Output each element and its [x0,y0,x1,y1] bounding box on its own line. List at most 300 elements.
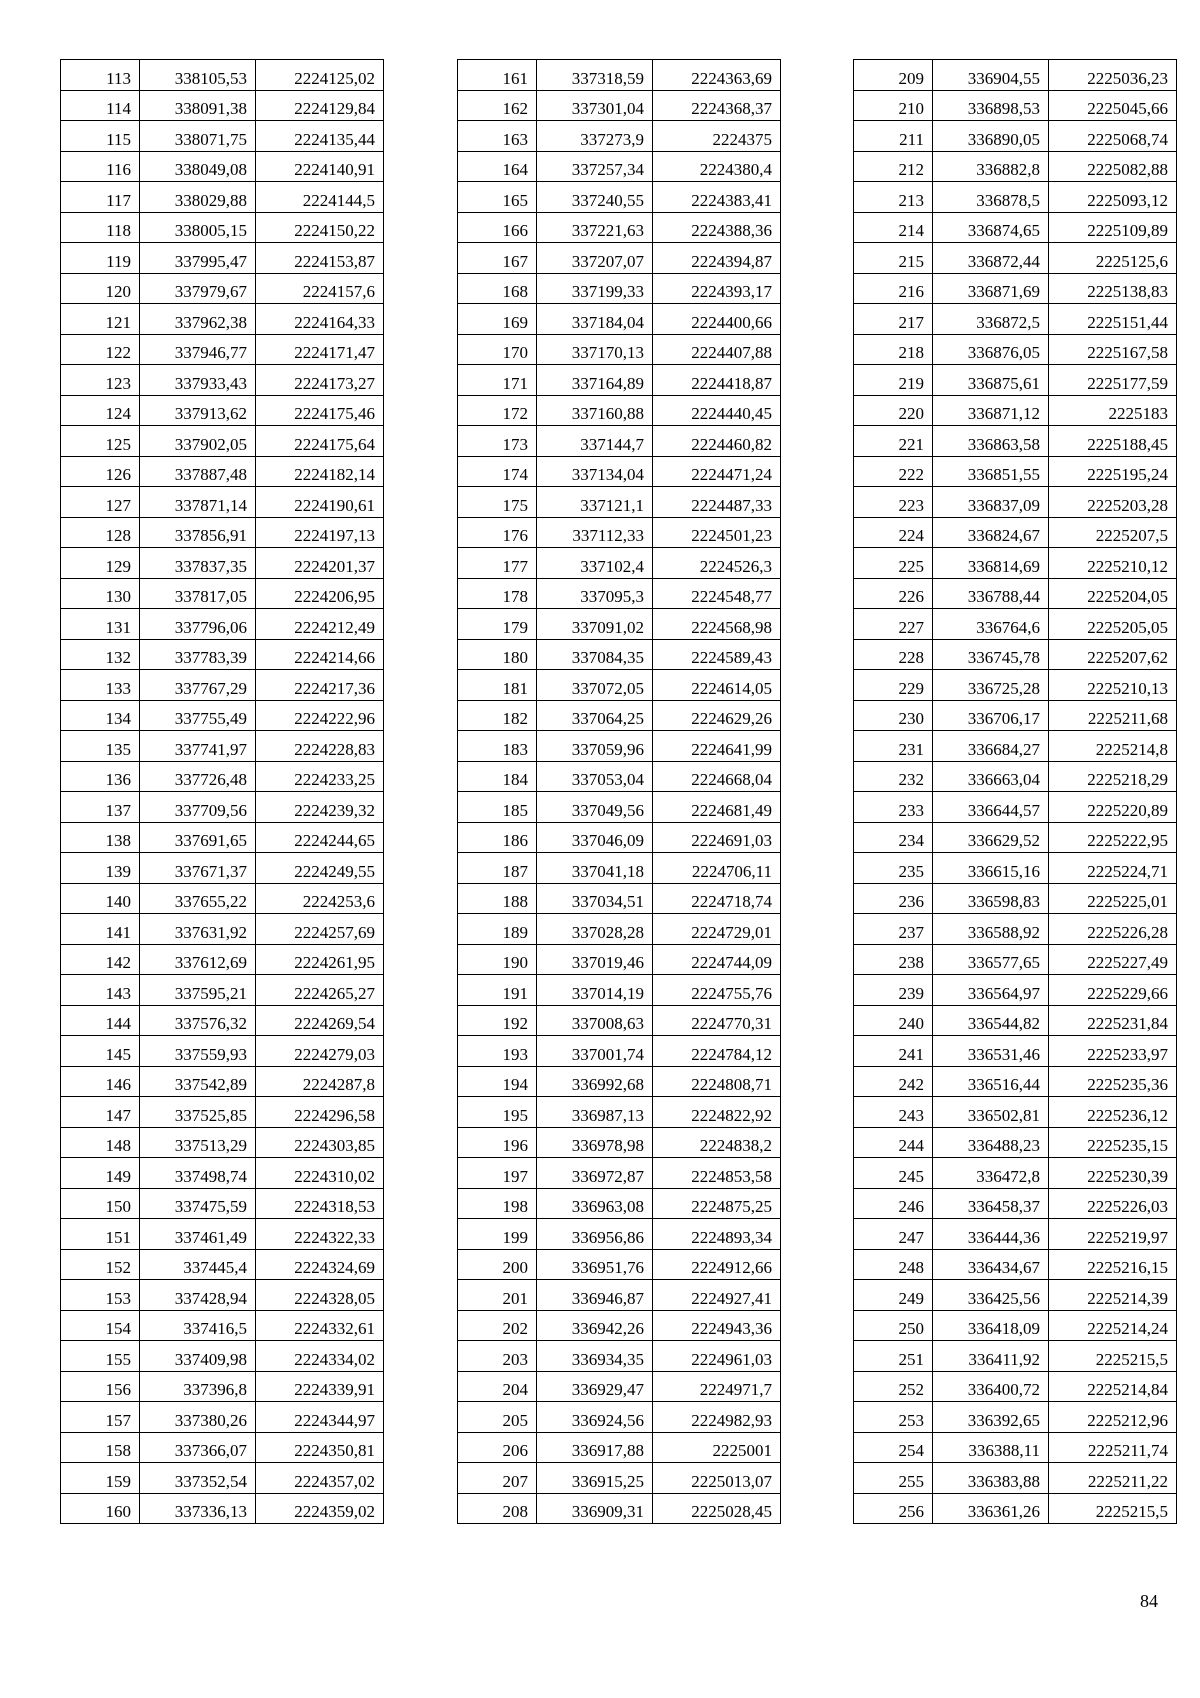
x-coordinate-cell: 337121,1 [537,487,653,518]
x-coordinate-cell: 337059,96 [537,731,653,762]
y-coordinate-cell: 2224129,84 [256,90,384,121]
table-row [854,639,1177,670]
y-coordinate-cell: 2224400,66 [653,304,781,335]
x-coordinate-cell: 336725,28 [933,670,1049,701]
point-number-cell: 172 [458,395,537,426]
table-row [854,121,1177,152]
y-coordinate-cell: 2225233,97 [1049,1036,1177,1067]
point-number-cell: 158 [61,1432,140,1463]
x-coordinate-cell: 337817,05 [140,578,256,609]
y-coordinate-cell: 2225001 [653,1432,781,1463]
table-row [458,487,781,518]
point-number-cell: 147 [61,1097,140,1128]
y-coordinate-cell: 2225093,12 [1049,182,1177,213]
x-coordinate-cell: 336942,26 [537,1310,653,1341]
x-coordinate-cell: 337837,35 [140,548,256,579]
table-row [458,365,781,396]
table-row [854,273,1177,304]
point-number-cell: 225 [854,548,933,579]
y-coordinate-cell: 2224501,23 [653,517,781,548]
table-row [854,365,1177,396]
point-number-cell: 113 [61,60,140,91]
table-row [458,1158,781,1189]
y-coordinate-cell: 2224350,81 [256,1432,384,1463]
table-row [61,1463,384,1494]
y-coordinate-cell: 2224548,77 [653,578,781,609]
x-coordinate-cell: 336837,09 [933,487,1049,518]
table-row [61,1066,384,1097]
x-coordinate-cell: 336946,87 [537,1280,653,1311]
coordinate-table-3 [853,59,1177,1524]
table-row [854,700,1177,731]
table-row [854,212,1177,243]
point-number-cell: 194 [458,1066,537,1097]
x-coordinate-cell: 337461,49 [140,1219,256,1250]
table-row [458,853,781,884]
table-row [458,1188,781,1219]
point-number-cell: 120 [61,273,140,304]
point-number-cell: 170 [458,334,537,365]
point-number-cell: 132 [61,639,140,670]
y-coordinate-cell: 2224460,82 [653,426,781,457]
table-row [854,487,1177,518]
table-row [458,243,781,274]
y-coordinate-cell: 2224407,88 [653,334,781,365]
y-coordinate-cell: 2225227,49 [1049,944,1177,975]
point-number-cell: 230 [854,700,933,731]
point-number-cell: 224 [854,517,933,548]
x-coordinate-cell: 337257,34 [537,151,653,182]
point-number-cell: 130 [61,578,140,609]
point-number-cell: 239 [854,975,933,1006]
table-row [61,1005,384,1036]
x-coordinate-cell: 336425,56 [933,1280,1049,1311]
x-coordinate-cell: 337008,63 [537,1005,653,1036]
y-coordinate-cell: 2224784,12 [653,1036,781,1067]
table-row [458,1310,781,1341]
table-row [854,334,1177,365]
point-number-cell: 187 [458,853,537,884]
x-coordinate-cell: 337028,28 [537,914,653,945]
table-row [61,761,384,792]
table-row [458,792,781,823]
point-number-cell: 231 [854,731,933,762]
point-number-cell: 177 [458,548,537,579]
point-number-cell: 168 [458,273,537,304]
table-row [458,609,781,640]
table-row [458,1341,781,1372]
point-number-cell: 226 [854,578,933,609]
point-number-cell: 206 [458,1432,537,1463]
table-row [61,1493,384,1524]
y-coordinate-cell: 2224239,32 [256,792,384,823]
x-coordinate-cell: 337160,88 [537,395,653,426]
x-coordinate-cell: 337072,05 [537,670,653,701]
point-number-cell: 234 [854,822,933,853]
table-row [61,426,384,457]
point-number-cell: 207 [458,1463,537,1494]
table-row [458,761,781,792]
table-row [458,334,781,365]
y-coordinate-cell: 2224201,37 [256,548,384,579]
point-number-cell: 242 [854,1066,933,1097]
table-row [61,1219,384,1250]
y-coordinate-cell: 2224233,25 [256,761,384,792]
y-coordinate-cell: 2225082,88 [1049,151,1177,182]
point-number-cell: 131 [61,609,140,640]
y-coordinate-cell: 2225215,5 [1049,1493,1177,1524]
point-number-cell: 186 [458,822,537,853]
point-number-cell: 192 [458,1005,537,1036]
x-coordinate-cell: 337221,63 [537,212,653,243]
y-coordinate-cell: 2224641,99 [653,731,781,762]
point-number-cell: 146 [61,1066,140,1097]
x-coordinate-cell: 336788,44 [933,578,1049,609]
y-coordinate-cell: 2225211,22 [1049,1463,1177,1494]
table-row [458,426,781,457]
point-number-cell: 142 [61,944,140,975]
table-row [458,1280,781,1311]
table-row [854,182,1177,213]
x-coordinate-cell: 337612,69 [140,944,256,975]
x-coordinate-cell: 336706,17 [933,700,1049,731]
y-coordinate-cell: 2224982,93 [653,1402,781,1433]
table-row [458,456,781,487]
x-coordinate-cell: 336824,67 [933,517,1049,548]
table-row [458,1219,781,1250]
y-coordinate-cell: 2225211,68 [1049,700,1177,731]
x-coordinate-cell: 336987,13 [537,1097,653,1128]
x-coordinate-cell: 338005,15 [140,212,256,243]
point-number-cell: 243 [854,1097,933,1128]
table-row [854,975,1177,1006]
table-row [458,944,781,975]
x-coordinate-cell: 336972,87 [537,1158,653,1189]
x-coordinate-cell: 336458,37 [933,1188,1049,1219]
x-coordinate-cell: 337631,92 [140,914,256,945]
table-row [854,456,1177,487]
x-coordinate-cell: 336615,16 [933,853,1049,884]
table-row [61,670,384,701]
point-number-cell: 122 [61,334,140,365]
y-coordinate-cell: 2224729,01 [653,914,781,945]
y-coordinate-cell: 2225109,89 [1049,212,1177,243]
table-row [458,822,781,853]
point-number-cell: 191 [458,975,537,1006]
x-coordinate-cell: 337796,06 [140,609,256,640]
x-coordinate-cell: 337199,33 [537,273,653,304]
table-row [61,1097,384,1128]
x-coordinate-cell: 337170,13 [537,334,653,365]
table-row [458,121,781,152]
point-number-cell: 173 [458,426,537,457]
table-row [854,1127,1177,1158]
y-coordinate-cell: 2224808,71 [653,1066,781,1097]
point-number-cell: 178 [458,578,537,609]
x-coordinate-cell: 336472,8 [933,1158,1049,1189]
table-row [854,883,1177,914]
y-coordinate-cell: 2225214,39 [1049,1280,1177,1311]
y-coordinate-cell: 2224629,26 [653,700,781,731]
y-coordinate-cell: 2225211,74 [1049,1432,1177,1463]
x-coordinate-cell: 336872,5 [933,304,1049,335]
table-row [458,1371,781,1402]
y-coordinate-cell: 2224838,2 [653,1127,781,1158]
table-row [854,243,1177,274]
x-coordinate-cell: 336383,88 [933,1463,1049,1494]
point-number-cell: 208 [458,1493,537,1524]
y-coordinate-cell: 2224173,27 [256,365,384,396]
point-number-cell: 237 [854,914,933,945]
y-coordinate-cell: 2224359,02 [256,1493,384,1524]
point-number-cell: 248 [854,1249,933,1280]
x-coordinate-cell: 336588,92 [933,914,1049,945]
table-row [61,853,384,884]
x-coordinate-cell: 336444,36 [933,1219,1049,1250]
x-coordinate-cell: 337134,04 [537,456,653,487]
y-coordinate-cell: 2224927,41 [653,1280,781,1311]
table-row [61,456,384,487]
x-coordinate-cell: 337995,47 [140,243,256,274]
table-row [61,1127,384,1158]
x-coordinate-cell: 336577,65 [933,944,1049,975]
point-number-cell: 254 [854,1432,933,1463]
y-coordinate-cell: 2225215,5 [1049,1341,1177,1372]
x-coordinate-cell: 337871,14 [140,487,256,518]
y-coordinate-cell: 2224265,27 [256,975,384,1006]
x-coordinate-cell: 337396,8 [140,1371,256,1402]
point-number-cell: 181 [458,670,537,701]
table-row [61,182,384,213]
table-row [854,1432,1177,1463]
y-coordinate-cell: 2224190,61 [256,487,384,518]
table-row [458,60,781,91]
table-row [61,487,384,518]
x-coordinate-cell: 336882,8 [933,151,1049,182]
table-row [61,517,384,548]
y-coordinate-cell: 2224332,61 [256,1310,384,1341]
point-number-cell: 190 [458,944,537,975]
y-coordinate-cell: 2224363,69 [653,60,781,91]
table-row [61,1036,384,1067]
y-coordinate-cell: 2224375 [653,121,781,152]
table-row [854,609,1177,640]
x-coordinate-cell: 336629,52 [933,822,1049,853]
table-row [854,1341,1177,1372]
y-coordinate-cell: 2224440,45 [653,395,781,426]
table-row [854,944,1177,975]
page-number: 84 [1140,1591,1158,1611]
point-number-cell: 114 [61,90,140,121]
x-coordinate-cell: 337053,04 [537,761,653,792]
point-number-cell: 169 [458,304,537,335]
x-coordinate-cell: 336963,08 [537,1188,653,1219]
x-coordinate-cell: 336872,44 [933,243,1049,274]
x-coordinate-cell: 336418,09 [933,1310,1049,1341]
point-number-cell: 236 [854,883,933,914]
point-number-cell: 164 [458,151,537,182]
table-row [458,883,781,914]
x-coordinate-cell: 337301,04 [537,90,653,121]
table-row [458,1493,781,1524]
y-coordinate-cell: 2225236,12 [1049,1097,1177,1128]
x-coordinate-cell: 336434,67 [933,1249,1049,1280]
x-coordinate-cell: 337164,89 [537,365,653,396]
point-number-cell: 235 [854,853,933,884]
point-number-cell: 219 [854,365,933,396]
y-coordinate-cell: 2225214,8 [1049,731,1177,762]
x-coordinate-cell: 338071,75 [140,121,256,152]
x-coordinate-cell: 337902,05 [140,426,256,457]
x-coordinate-cell: 337475,59 [140,1188,256,1219]
y-coordinate-cell: 2224853,58 [653,1158,781,1189]
table-row [854,761,1177,792]
y-coordinate-cell: 2224418,87 [653,365,781,396]
point-number-cell: 217 [854,304,933,335]
y-coordinate-cell: 2225183 [1049,395,1177,426]
table-row [458,700,781,731]
y-coordinate-cell: 2225222,95 [1049,822,1177,853]
point-number-cell: 249 [854,1280,933,1311]
point-number-cell: 189 [458,914,537,945]
point-number-cell: 213 [854,182,933,213]
point-number-cell: 183 [458,731,537,762]
point-number-cell: 154 [61,1310,140,1341]
point-number-cell: 227 [854,609,933,640]
point-number-cell: 185 [458,792,537,823]
table-row [458,1432,781,1463]
table-row [61,792,384,823]
point-number-cell: 119 [61,243,140,274]
y-coordinate-cell: 2225224,71 [1049,853,1177,884]
point-number-cell: 145 [61,1036,140,1067]
y-coordinate-cell: 2225036,23 [1049,60,1177,91]
x-coordinate-cell: 336764,6 [933,609,1049,640]
x-coordinate-cell: 336951,76 [537,1249,653,1280]
point-number-cell: 184 [458,761,537,792]
point-number-cell: 229 [854,670,933,701]
coordinate-table-1 [60,59,384,1524]
table-row [458,1005,781,1036]
table-row [61,548,384,579]
x-coordinate-cell: 336564,97 [933,975,1049,1006]
coordinate-table-2 [457,59,781,1524]
y-coordinate-cell: 2224217,36 [256,670,384,701]
x-coordinate-cell: 336684,27 [933,731,1049,762]
point-number-cell: 149 [61,1158,140,1189]
point-number-cell: 223 [854,487,933,518]
point-number-cell: 162 [458,90,537,121]
point-number-cell: 140 [61,883,140,914]
x-coordinate-cell: 337084,35 [537,639,653,670]
point-number-cell: 174 [458,456,537,487]
y-coordinate-cell: 2225045,66 [1049,90,1177,121]
table-row [61,1402,384,1433]
y-coordinate-cell: 2224269,54 [256,1005,384,1036]
point-number-cell: 129 [61,548,140,579]
x-coordinate-cell: 336745,78 [933,639,1049,670]
point-number-cell: 121 [61,304,140,335]
x-coordinate-cell: 336516,44 [933,1066,1049,1097]
y-coordinate-cell: 2224744,09 [653,944,781,975]
table-row [854,1219,1177,1250]
table-row [61,609,384,640]
y-coordinate-cell: 2224394,87 [653,243,781,274]
point-number-cell: 216 [854,273,933,304]
y-coordinate-cell: 2224212,49 [256,609,384,640]
table-row [854,90,1177,121]
table-row [61,975,384,1006]
y-coordinate-cell: 2224257,69 [256,914,384,945]
y-coordinate-cell: 2225013,07 [653,1463,781,1494]
table-row [61,1280,384,1311]
point-number-cell: 118 [61,212,140,243]
point-number-cell: 139 [61,853,140,884]
x-coordinate-cell: 337709,56 [140,792,256,823]
x-coordinate-cell: 336917,88 [537,1432,653,1463]
y-coordinate-cell: 2225220,89 [1049,792,1177,823]
table-row [61,639,384,670]
point-number-cell: 204 [458,1371,537,1402]
x-coordinate-cell: 336851,55 [933,456,1049,487]
table-row [854,914,1177,945]
point-number-cell: 251 [854,1341,933,1372]
table-row [854,1371,1177,1402]
point-number-cell: 200 [458,1249,537,1280]
point-number-cell: 128 [61,517,140,548]
y-coordinate-cell: 2225212,96 [1049,1402,1177,1433]
y-coordinate-cell: 2224222,96 [256,700,384,731]
point-number-cell: 252 [854,1371,933,1402]
x-coordinate-cell: 337336,13 [140,1493,256,1524]
x-coordinate-cell: 336411,92 [933,1341,1049,1372]
x-coordinate-cell: 336876,05 [933,334,1049,365]
point-number-cell: 222 [854,456,933,487]
y-coordinate-cell: 2225226,28 [1049,914,1177,945]
table-row [458,1402,781,1433]
table-row [61,395,384,426]
y-coordinate-cell: 2224157,6 [256,273,384,304]
point-number-cell: 126 [61,456,140,487]
y-coordinate-cell: 2225203,28 [1049,487,1177,518]
y-coordinate-cell: 2224668,04 [653,761,781,792]
x-coordinate-cell: 336904,55 [933,60,1049,91]
point-number-cell: 141 [61,914,140,945]
table-row [458,639,781,670]
y-coordinate-cell: 2224822,92 [653,1097,781,1128]
table-row [61,365,384,396]
point-number-cell: 148 [61,1127,140,1158]
table-row [854,731,1177,762]
table-row [854,395,1177,426]
point-number-cell: 210 [854,90,933,121]
point-number-cell: 211 [854,121,933,152]
x-coordinate-cell: 337273,9 [537,121,653,152]
point-number-cell: 176 [458,517,537,548]
point-number-cell: 116 [61,151,140,182]
y-coordinate-cell: 2224140,91 [256,151,384,182]
table-row [458,90,781,121]
table-row [458,1249,781,1280]
x-coordinate-cell: 337352,54 [140,1463,256,1494]
point-number-cell: 150 [61,1188,140,1219]
table-row [458,975,781,1006]
x-coordinate-cell: 337240,55 [537,182,653,213]
point-number-cell: 212 [854,151,933,182]
point-number-cell: 124 [61,395,140,426]
y-coordinate-cell: 2224383,41 [653,182,781,213]
y-coordinate-cell: 2225218,29 [1049,761,1177,792]
